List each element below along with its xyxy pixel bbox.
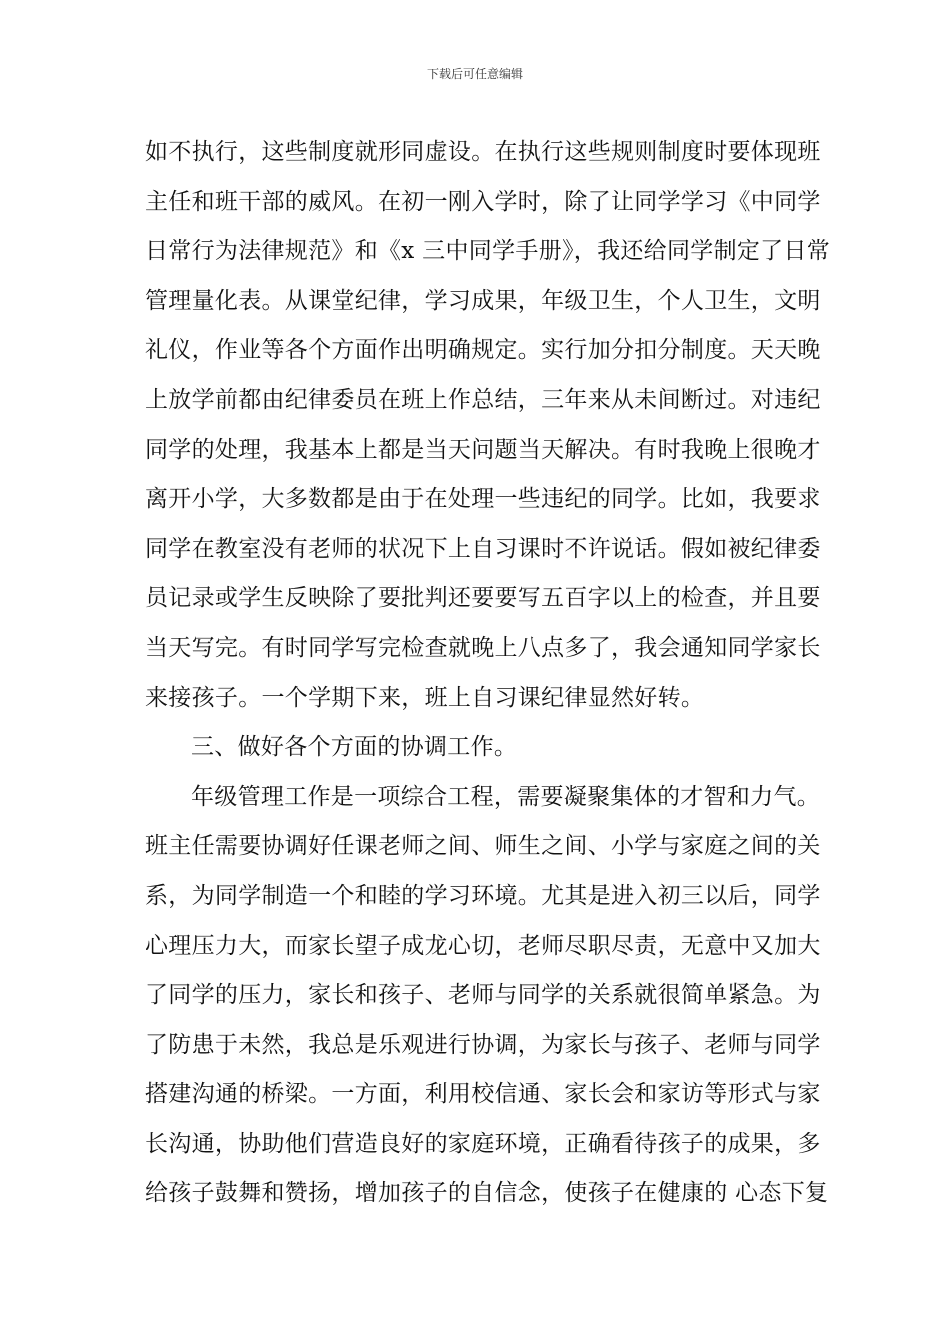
text-line: 如不执行，这些制度就形同虚设。在执行这些规则制度时要体现班 bbox=[145, 139, 821, 165]
text-line: 员记录或学生反映除了要批判还要要写五百字以上的检查，并且要 bbox=[145, 585, 821, 612]
text-line: 上放学前都由纪律委员在班上作总结，三年来从未间断过。对违纪 bbox=[145, 386, 821, 413]
text-line: 离开小学，大多数都是由于在处理一些违纪的同学。比如，我要求 bbox=[145, 486, 821, 513]
text-line: 同学在教室没有老师的状况下上自习课时不许说话。假如被纪律委 bbox=[145, 535, 821, 562]
text-line: 了防患于未然，我总是乐观进行协调，为家长与孩子、老师与同学 bbox=[145, 1031, 821, 1058]
text-line: 当天写完。有时同学写完检查就晚上八点多了，我会通知同学家长 bbox=[145, 634, 821, 661]
text-line: 礼仪，作业等各个方面作出明确规定。实行加分扣分制度。天天晚 bbox=[145, 337, 821, 364]
text-line: 同学的处理，我基本上都是当天问题当天解决。有时我晚上很晚才 bbox=[145, 436, 821, 463]
text-line: 主任和班干部的威风。在初一刚入学时，除了让同学学习《中同学 bbox=[145, 188, 821, 215]
text-line: 搭建沟通的桥梁。一方面，利用校信通、家长会和家访等形式与家 bbox=[145, 1081, 821, 1108]
text-line: 了同学的压力，家长和孩子、老师与同学的关系就很简单紧急。为 bbox=[145, 982, 821, 1009]
document-body bbox=[145, 128, 831, 1219]
paragraph-first-line: 年级管理工作是一项综合工程，需要凝聚集体的才智和力气。 bbox=[191, 783, 821, 810]
text-line: 系，为同学制造一个和睦的学习环境。尤其是进入初三以后，同学 bbox=[145, 882, 821, 909]
section-heading: 三、做好各个方面的协调工作。 bbox=[191, 734, 518, 761]
text-line: 心理压力大，而家长望子成龙心切，老师尽职尽责，无意中又加大 bbox=[145, 932, 821, 959]
text-line: 管理量化表。从课堂纪律，学习成果，年级卫生，个人卫生，文明 bbox=[145, 287, 821, 314]
text-line: 长沟通，协助他们营造良好的家庭环境，正确看待孩子的成果，多 bbox=[145, 1130, 821, 1157]
text-line: 给孩子鼓舞和赞扬，增加孩子的自信念，使孩子在健康的 心态下复 bbox=[145, 1180, 829, 1207]
text-line: 来接孩子。一个学期下来，班上自习课纪律显然好转。 bbox=[145, 684, 705, 711]
text-line: 班主任需要协调好任课老师之间、师生之间、小学与家庭之间的关 bbox=[145, 833, 821, 860]
page-header: 下载后可任意编辑 bbox=[426, 67, 523, 81]
text-line: 日常行为法律规范》和《x 三中同学手册》，我还给同学制定了日常 bbox=[145, 238, 831, 265]
